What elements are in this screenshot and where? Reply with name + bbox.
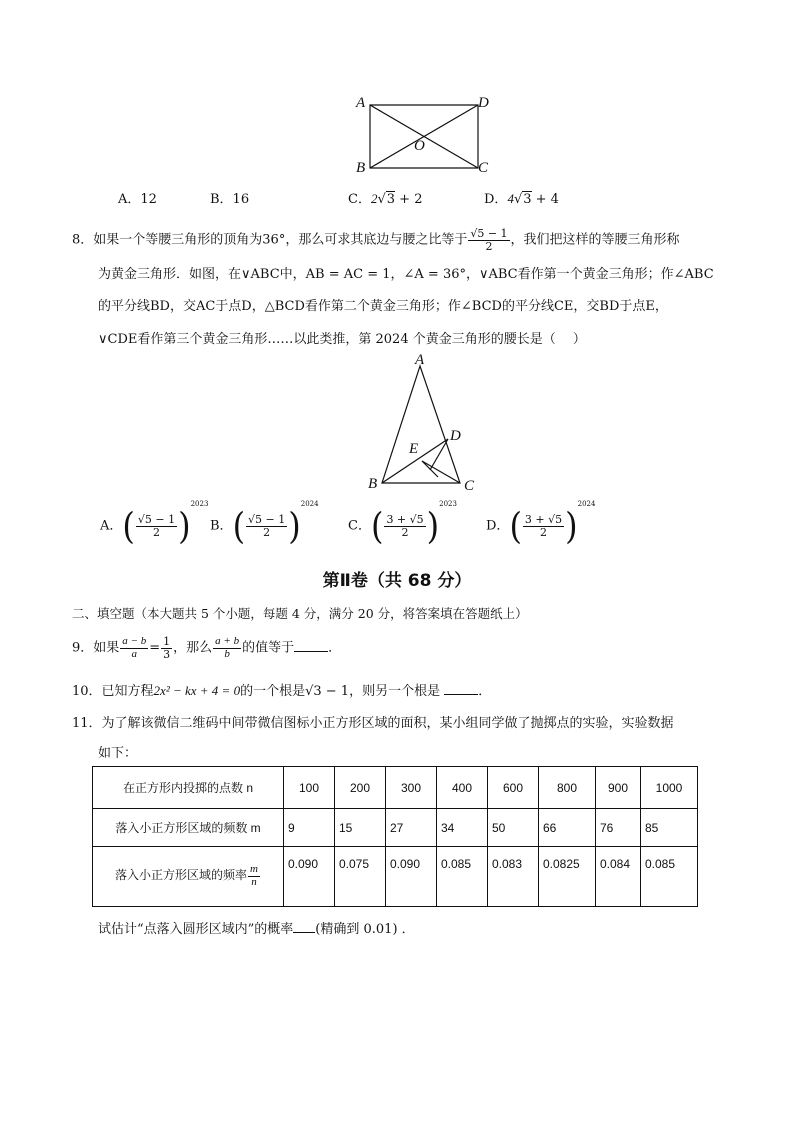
q10-end: ． [478, 684, 492, 699]
q8-a-num: √5 − 1 [137, 512, 176, 526]
q9-prefix: 9．如果 [72, 640, 120, 656]
q10-prefix: 10．已知方程 [72, 684, 154, 699]
q9 [72, 636, 341, 660]
q7-option-a: A．12 [118, 192, 157, 207]
q8-c-prefix: C． [348, 518, 371, 534]
table-cell: 0.090 [284, 847, 335, 907]
label-B2: B [368, 476, 378, 492]
q7-d-rad: 3 [523, 192, 532, 207]
mn-den: n [251, 876, 257, 888]
q8-b-den: 2 [263, 525, 271, 539]
q8-line1 [72, 228, 680, 252]
q8-line1-a: 8．如果一个等腰三角形的顶角为36°，那么可求其底边与腰之比等于 [72, 232, 468, 248]
q7-c-tail: + 2 [399, 192, 423, 207]
table-cell: 50 [488, 809, 539, 847]
q8-c-exp: 2023 [439, 500, 457, 508]
label-B: B [356, 160, 366, 176]
q8-line1-b: ，我们把这样的等腰三角形称 [510, 232, 680, 248]
q8-option-d: D． ( $\frac{3 + √5}{2}$ ) $^{2024}$ [486, 500, 596, 548]
table-cell: 900 [596, 767, 641, 809]
label-E2: E [409, 441, 419, 457]
q11-line2: 如下： [98, 746, 138, 761]
q8-b-prefix: B． [210, 518, 233, 534]
label-A: A [356, 95, 366, 111]
table-cell: 400 [437, 767, 488, 809]
table-cell: 0.0825 [539, 847, 596, 907]
q9-f1-num: a − b [122, 635, 147, 647]
table-cell: 300 [386, 767, 437, 809]
q11-line1: 11．为了解该微信二维码中间带微信图标小正方形区域的面积，某小组同学做了抛掷点的实验，实验数据 [72, 716, 674, 731]
table-cell: 800 [539, 767, 596, 809]
table-cell: 66 [539, 809, 596, 847]
q10-equation: 2x² − kx + 4 = 0 [153, 683, 241, 698]
q8-c-den: 2 [401, 525, 409, 539]
q8-a-den: 2 [152, 525, 160, 539]
q8-ratio-num: √5 − 1 [470, 227, 508, 240]
q9-f3-den: b [224, 647, 230, 660]
row-header: 在正方形内投掷的点数 n [93, 767, 284, 809]
q9-f2-den: 3 [163, 647, 171, 661]
q9-end: ． [328, 640, 342, 656]
q11-answer-blank[interactable] [293, 922, 315, 933]
q7-d-coef: 4 [507, 191, 514, 206]
q8-d-exp: 2024 [577, 500, 596, 508]
q9-eq: = [149, 640, 161, 656]
q9-f3-num: a + b [215, 635, 240, 647]
q9-f2-num: 1 [163, 635, 171, 648]
q9-frac3 [213, 636, 241, 660]
q9-f1-den: a [131, 647, 137, 660]
q9-suffix: 的值等于 [242, 640, 295, 656]
section-title: 第Ⅱ卷（共 68 分） [322, 571, 472, 591]
label-C2: C [464, 478, 475, 494]
q8-d-prefix: D． [486, 518, 510, 534]
q11-after-b: (精确到 0.01) ． [315, 922, 415, 937]
q8-c-num: 3 + √5 [386, 512, 424, 526]
label-D2: D [450, 428, 461, 444]
q8-option-b: B． ( $\frac{√5 - 1}{2}$ ) $^{2024}$ [210, 500, 319, 548]
table-cell: 85 [641, 809, 698, 847]
table-cell: 15 [335, 809, 386, 847]
q10-mid: 的一个根是 [240, 684, 306, 699]
table-cell: 0.083 [488, 847, 539, 907]
table-cell: 0.085 [437, 847, 488, 907]
q10 [72, 680, 491, 699]
q11-after [98, 918, 415, 937]
label-C: C [478, 160, 489, 176]
q9-frac1 [120, 636, 148, 660]
q8-option-c: C． ( $\frac{3 + √5}{2}$ ) $^{2023}$ [348, 500, 457, 548]
q8-ratio-den: 2 [485, 239, 493, 253]
mn-fraction [248, 864, 260, 888]
q8-d-den: 2 [540, 525, 548, 539]
q9-answer-blank[interactable] [294, 641, 328, 652]
table-cell: 34 [437, 809, 488, 847]
table-cell: 76 [596, 809, 641, 847]
q7-option-c: C．2√3 + 2 [348, 191, 423, 207]
label-D: D [478, 95, 489, 111]
q7-c-coef: 2 [370, 191, 378, 206]
mn-num: m [250, 863, 258, 876]
q10-suffix: ，则另一个根是 [349, 684, 441, 699]
q8-line2: 为黄金三角形．如图，在∨ABC中，AB = AC = 1，∠A = 36°，∨ABC看作第一个黄金三角形；作∠ABC [98, 267, 714, 282]
q9-frac2 [161, 636, 172, 660]
q8-b-exp: 2024 [300, 500, 319, 508]
row-header [93, 847, 284, 907]
q9-mid: ，那么 [173, 640, 213, 656]
golden-triangle-figure [360, 350, 490, 495]
q8-d-num: 3 + √5 [524, 512, 563, 526]
row-header: 落入小正方形区域的频数 m [93, 809, 284, 847]
label-A2: A [415, 352, 425, 368]
q7-c-rad: 3 [386, 192, 396, 207]
q10-root: √3 − 1 [305, 684, 350, 699]
data-table [92, 766, 698, 907]
q8-line4: ∨CDE看作第三个黄金三角形……以此类推，第 2024 个黄金三角形的腰长是（ ） [98, 332, 586, 347]
q8-option-a: A． ( $\frac{√5 - 1}{2}$ ) $^{2023}$ [100, 500, 209, 548]
q8-ratio-fraction [468, 228, 509, 252]
table-cell: 27 [386, 809, 437, 847]
table-row [93, 847, 698, 907]
table-cell: 600 [488, 767, 539, 809]
row-header-text: 落入小正方形区域的频率 [115, 868, 248, 883]
section2-heading: 二、填空题（本大题共 5 个小题，每题 4 分，满分 20 分，将答案填在答题纸上） [72, 606, 528, 621]
table-cell: 100 [284, 767, 335, 809]
table-cell: 1000 [641, 767, 698, 809]
q8-b-num: √5 − 1 [248, 512, 286, 526]
q10-answer-blank[interactable] [444, 684, 478, 695]
q7-c-prefix: C． [348, 192, 371, 207]
q8-a-prefix: A． [100, 518, 123, 534]
table-cell: 0.075 [335, 847, 386, 907]
q7-option-b: B．16 [210, 192, 250, 207]
table-row [93, 809, 698, 847]
table-row [93, 767, 698, 809]
table-cell: 9 [284, 809, 335, 847]
q7-option-d: D．4√3 + 4 [484, 191, 559, 207]
q8-a-exp: 2023 [190, 500, 209, 508]
q7-d-tail: + 4 [535, 192, 559, 207]
table-cell: 200 [335, 767, 386, 809]
q11-after-a: 试估计“点落入圆形区域内”的概率 [98, 922, 294, 937]
table-cell: 0.085 [641, 847, 698, 907]
label-O: O [414, 138, 425, 154]
q8-line3: 的平分线BD，交AC于点D，△BCD看作第二个黄金三角形；作∠BCD的平分线CE，交BD于点E， [98, 299, 668, 314]
q7-d-prefix: D． [484, 192, 508, 207]
table-cell: 0.090 [386, 847, 437, 907]
table-cell: 0.084 [596, 847, 641, 907]
